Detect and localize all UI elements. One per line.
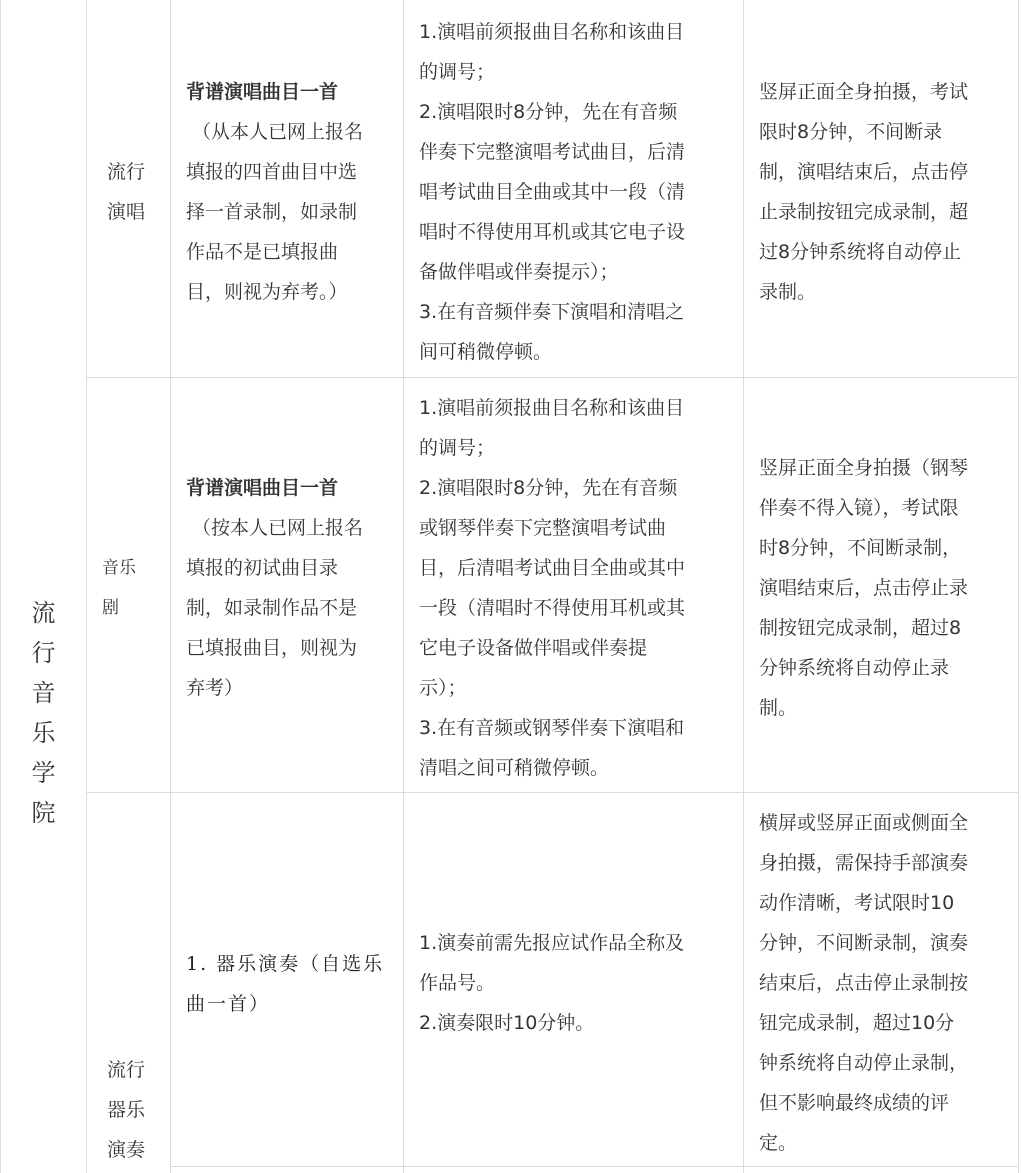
- requirement-title: 背谱演唱曲目一首: [186, 477, 339, 499]
- table-row: [87, 378, 1018, 792]
- row-category: 流行 演唱: [107, 161, 146, 223]
- row-filming: 横屏或竖屏正面或侧面全 身拍摄，需保持手部演奏 动作清晰，考试限时10 分钟，不间断录制，演奏 结束后，点击停止录制按 钮完成录制，超过10分 钟系统将自动停止录制， 但不影响最终成绩的评 定。: [759, 812, 969, 1154]
- row-filming: 竖屏正面全身拍摄（钢琴 伴奏不得入镜），考试限 时8分钟，不间断录制， 演唱结束后，点击停止录 制按钮完成录制，超过8 分钟系统将自动停止录 制。: [759, 457, 969, 719]
- row-requirement: 背谱演唱曲目一首 （按本人已网上报名 填报的初试曲目录 制，如录制作品不是 已填报曲目，则视为 弃考）: [186, 468, 363, 708]
- college-cell: [1, 0, 86, 1173]
- row-requirement: 1. 器乐演奏（自选乐 曲一首）: [186, 953, 385, 1015]
- table-row: [87, 793, 1018, 1173]
- row-category: 流行 器乐 演奏: [107, 1059, 146, 1161]
- row-rules: 1.演唱前须报曲目名称和该曲目 的调号； 2.演唱限时8分钟，先在有音频 或钢琴伴奏下完整演唱考试曲 目，后清唱考试曲目全曲或其中 一段（清唱时不得使用耳机或其 它电子设备做伴唱或伴奏提 示）； 3.在有音频或钢琴伴奏下演唱和 清唱之间可稍微停顿。: [419, 397, 686, 779]
- requirement-title: 背谱演唱曲目一首: [186, 81, 339, 103]
- row-category: 音乐 剧: [102, 558, 136, 618]
- college-name: 流 行 音 乐 学 院: [31, 599, 56, 827]
- table-row: [87, 0, 1018, 377]
- row-rules: 1.演唱前须报曲目名称和该曲目 的调号； 2.演唱限时8分钟，先在有音频 伴奏下完整演唱考试曲目，后清 唱考试曲目全曲或其中一段（清 唱时不得使用耳机或其它电子设 备做伴唱或伴奏提示）； 3.在有音频伴奏下演唱和清唱之 间可稍微停顿。: [419, 21, 686, 363]
- row-rules: 1.演奏前需先报应试作品全称及 作品号。 2.演奏限时10分钟。: [419, 932, 685, 1034]
- row-filming: 竖屏正面全身拍摄，考试 限时8分钟，不间断录 制，演唱结束后，点击停 止录制按钮完成录制，超 过8分钟系统将自动停止 录制。: [759, 81, 969, 303]
- row-requirement: 背谱演唱曲目一首 （从本人已网上报名 填报的四首曲目中选 择一首录制，如录制 作品不是已填报曲 目，则视为弃考。）: [186, 72, 363, 312]
